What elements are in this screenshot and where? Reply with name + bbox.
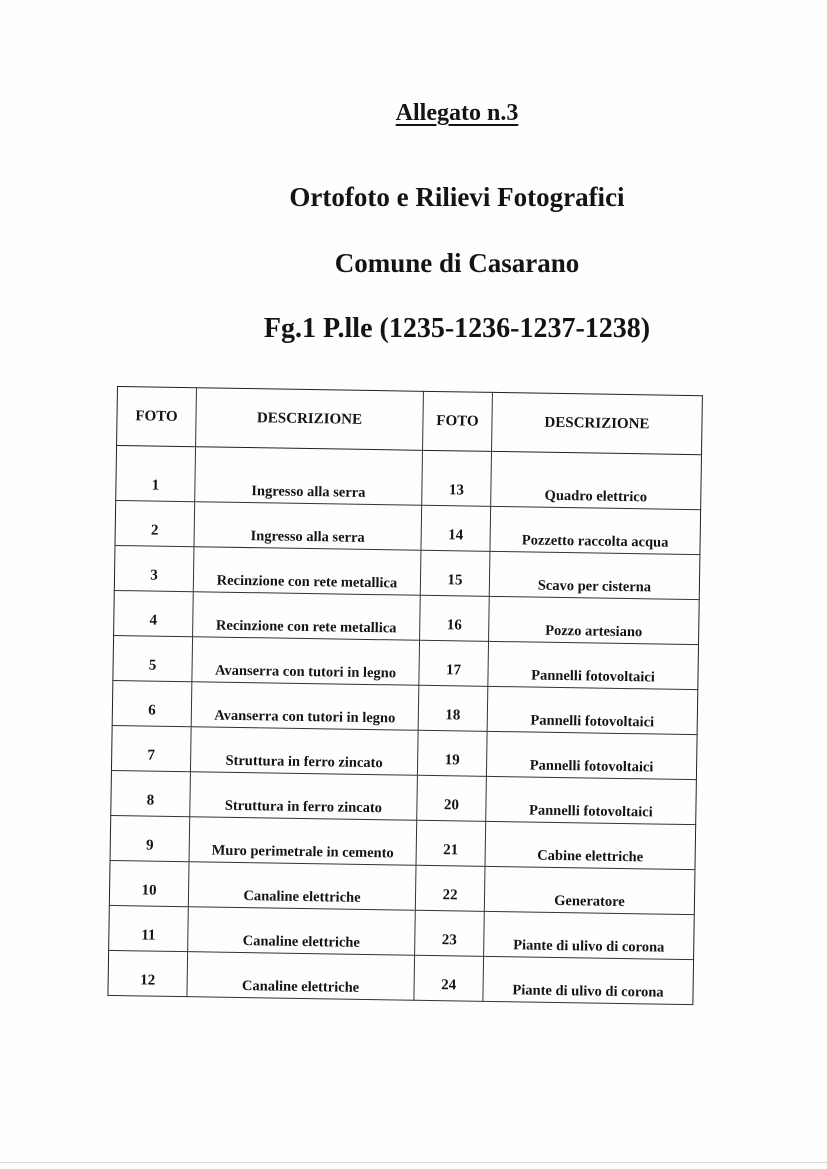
header-descrizione-right: DESCRIZIONE bbox=[492, 392, 703, 454]
photo-number-left: 3 bbox=[114, 545, 194, 591]
photo-description-left: Struttura in ferro zincato bbox=[190, 772, 418, 821]
photo-number-right: 13 bbox=[422, 461, 492, 507]
photo-description-left: Ingresso alla serra bbox=[194, 502, 422, 551]
photo-description-left: Muro perimetrale in cemento bbox=[189, 817, 417, 866]
photo-number-right: 16 bbox=[420, 595, 490, 641]
photo-number-left: 1 bbox=[116, 456, 196, 502]
photo-number-right: 21 bbox=[416, 820, 486, 866]
document-title: Ortofoto e Rilievi Fotografici bbox=[289, 182, 625, 212]
photo-description-right: Pozzetto raccolta acqua bbox=[490, 506, 701, 554]
photo-number-right: 17 bbox=[419, 640, 489, 686]
photo-description-right: Generatore bbox=[484, 866, 695, 914]
header-foto-right: FOTO bbox=[423, 391, 493, 451]
photo-number-left: 11 bbox=[109, 905, 189, 951]
photo-description-left: Struttura in ferro zincato bbox=[190, 727, 418, 776]
photo-number-left: 9 bbox=[110, 815, 190, 861]
photo-number-right: 19 bbox=[417, 730, 487, 776]
table-header-row bbox=[117, 387, 703, 455]
photo-number-right: 18 bbox=[418, 685, 488, 731]
photo-description-right: Piante di ulivo di corona bbox=[484, 911, 695, 959]
photo-number-right: 24 bbox=[414, 955, 484, 1001]
annex-label: Allegato n.3 bbox=[395, 100, 519, 126]
photo-description-left: Recinzione con rete metallica bbox=[193, 547, 421, 596]
header-descrizione-left: DESCRIZIONE bbox=[196, 388, 424, 451]
photo-number-left: 8 bbox=[111, 770, 191, 816]
photo-number-right: 23 bbox=[415, 910, 485, 956]
photo-description-right: Pannelli fotovoltaici bbox=[486, 776, 697, 824]
photo-description-right: Quadro elettrico bbox=[491, 462, 702, 510]
photo-number-right: 20 bbox=[417, 775, 487, 821]
photo-description-left: Canaline elettriche bbox=[187, 952, 415, 1001]
photo-description-right: Cabine elettriche bbox=[485, 821, 696, 869]
municipality-title: Comune di Casarano bbox=[334, 248, 580, 278]
photo-description-left: Canaline elettriche bbox=[188, 862, 416, 911]
photo-number-left: 4 bbox=[114, 590, 194, 636]
scan-edge-line bbox=[0, 1162, 827, 1163]
header-foto-left: FOTO bbox=[117, 387, 197, 447]
photo-description-right: Pannelli fotovoltaici bbox=[487, 686, 698, 734]
photo-index-table bbox=[107, 386, 703, 1005]
photo-description-left: Avanserra con tutori in legno bbox=[192, 637, 420, 686]
photo-number-left: 5 bbox=[113, 635, 193, 681]
photo-number-right: 14 bbox=[421, 505, 491, 551]
photo-description-right: Pozzo artesiano bbox=[489, 596, 700, 644]
photo-description-right: Scavo per cisterna bbox=[489, 551, 700, 599]
photo-number-right: 22 bbox=[415, 865, 485, 911]
photo-index-table-wrapper bbox=[109, 386, 698, 1001]
photo-description-right: Pannelli fotovoltaici bbox=[488, 641, 699, 689]
photo-description-left: Recinzione con rete metallica bbox=[193, 592, 421, 641]
photo-description-left: Ingresso alla serra bbox=[195, 457, 423, 505]
photo-number-left: 10 bbox=[109, 860, 189, 906]
table-row bbox=[108, 950, 694, 1004]
photo-description-left: Canaline elettriche bbox=[188, 907, 416, 956]
photo-description-left: Avanserra con tutori in legno bbox=[191, 682, 419, 731]
parcel-reference: Fg.1 P.lle (1235-1236-1237-1238) bbox=[263, 313, 651, 344]
photo-description-right: Piante di ulivo di corona bbox=[483, 956, 694, 1004]
photo-number-right: 15 bbox=[420, 550, 490, 596]
photo-description-right: Pannelli fotovoltaici bbox=[486, 731, 697, 779]
photo-number-left: 2 bbox=[115, 500, 195, 546]
photo-number-left: 6 bbox=[112, 680, 192, 726]
table-body bbox=[108, 446, 702, 1005]
photo-number-left: 7 bbox=[111, 725, 191, 771]
photo-number-left: 12 bbox=[108, 950, 188, 996]
